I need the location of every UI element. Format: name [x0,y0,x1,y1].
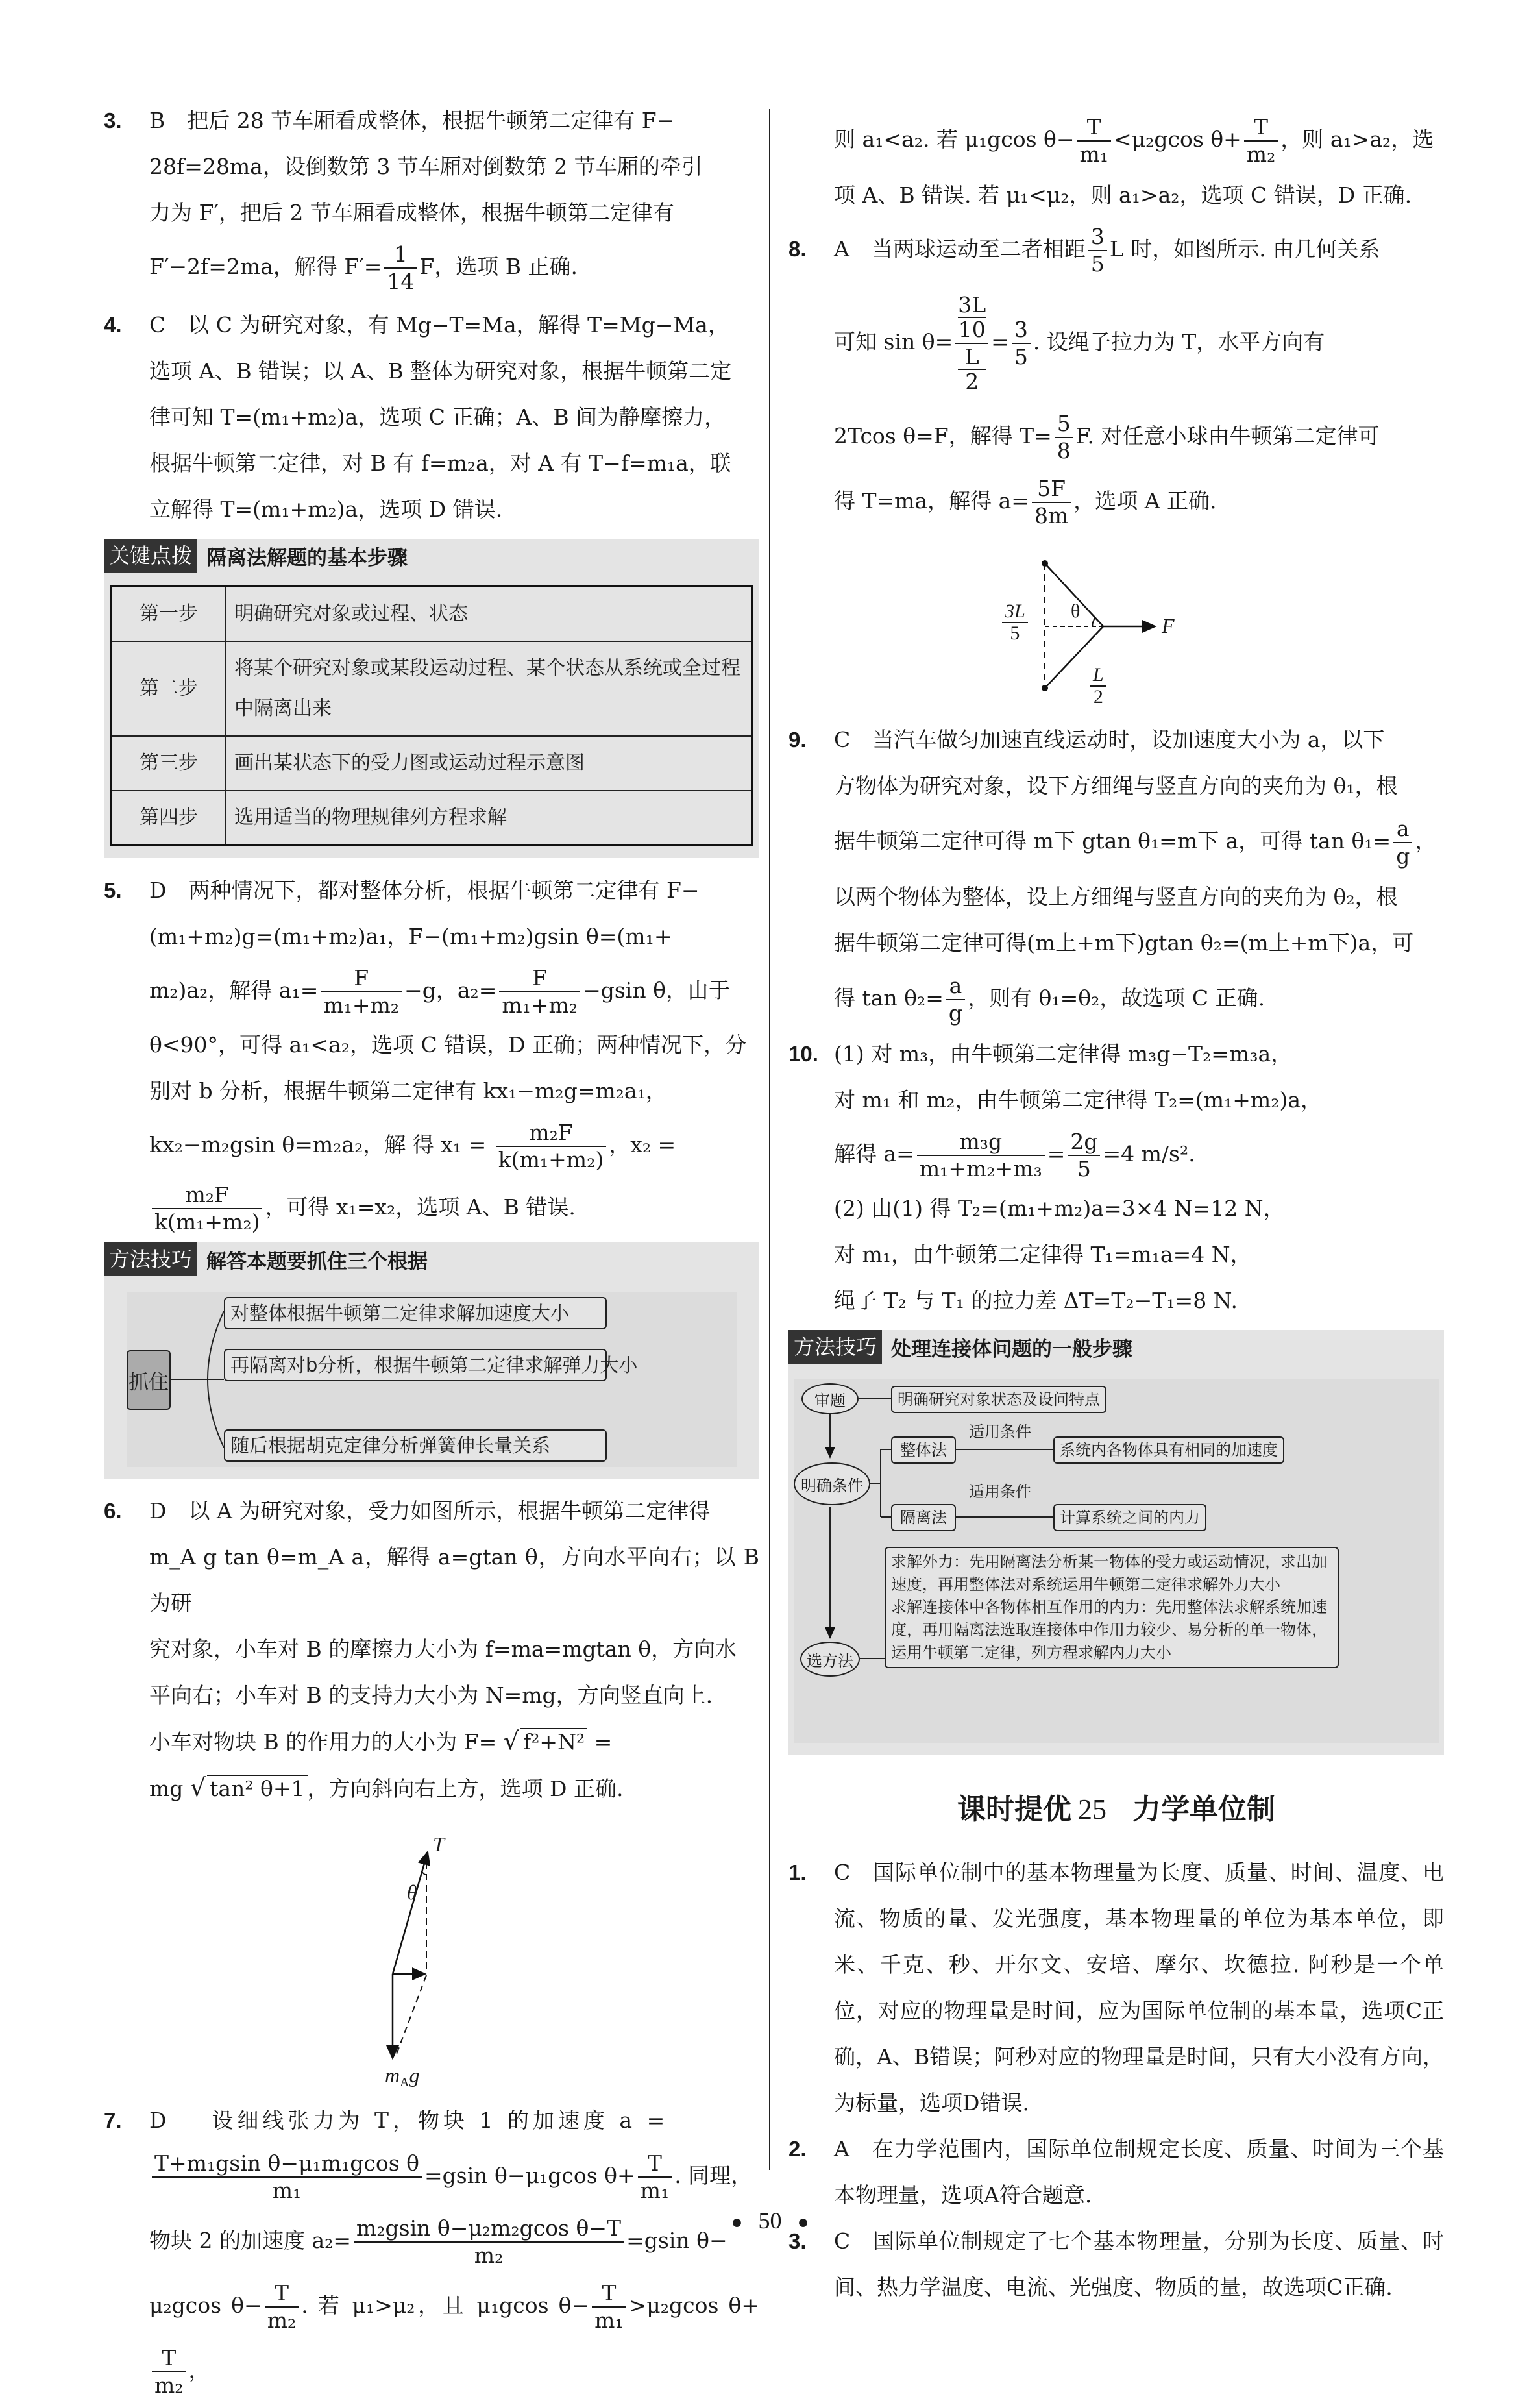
mind-map-2 [794,1379,1439,1743]
mind-map-1 [127,1292,737,1467]
steps-table [110,585,753,846]
table-row [112,791,752,846]
answer-text: 对 m₁ 和 m₂，由牛顿第二定律得 T₂=(m₁+m₂)a， [834,1087,1323,1113]
answer-text: ，选项 A 正确. [1073,488,1217,513]
answer-choice: D [149,2108,167,2133]
answer-text: 28f=28ma [149,154,263,179]
answer-text: ， [1415,828,1437,854]
denominator: m₁ [272,2178,302,2203]
fraction [1077,114,1112,167]
answer-text: mg [149,1776,190,1801]
answer-text: 以两个物体为整体，设上方细绳与竖直方向的夹角为 θ₂，根 [834,884,1398,909]
answer-text: 在力学范围内，国际单位制规定长度、质量、时间为三个基本物理量，选项A符合题意. [834,2136,1444,2208]
answer-text: 立解得 T=(m₁+m₂)a，选项 D 错误. [149,497,503,522]
sqrt-icon: √ [189,1773,206,1802]
answer-text: ，方向斜向右上方，选项 D 正确. [307,1776,624,1801]
step-label: 第一步 [112,587,226,642]
label-mg-g: g [409,2064,420,2087]
answer-text: 得 T=ma，解得 a= [834,488,1029,513]
choose-text-internal: 求解连接体中各物体相互作用的内力：先用整体法求解系统加速度，再用隔离法选取连接体中作用力较少、易分析的单一物体，运用牛顿第二定律，列方程求解内力大小 [891,1598,1327,1662]
step-label: 第四步 [112,791,226,846]
answer-text: F. 对任意小球由牛顿第二定律可 [1075,423,1380,449]
answer-text: θ<90°，可得 a₁<a₂，选项 C 错误，D 正确；两种情况下，分 [149,1032,747,1057]
answer-text: 据牛顿第二定律可得(m上+m下)gtan θ₂=(m上+m下)a，可 [834,930,1414,955]
whole-method-box: 整体法 [891,1436,956,1464]
answer-3 [104,97,759,298]
step-text: 画出某状态下的受力图或运动过程示意图 [226,736,752,791]
denominator: g [948,1000,963,1026]
numerator: 2g [1068,1129,1100,1156]
answer-number: 5. [104,878,122,902]
denominator: k(m₁+m₂) [154,1209,260,1235]
keypoint-tag: 关键点拨 [104,539,197,573]
answer-number: 2. [788,2137,807,2161]
answer-6 [104,1488,759,2091]
answer-text: 则 a₁<a₂. 若 μ₁gcos θ− [834,127,1075,152]
answer-choice: D [149,878,167,903]
numerator: T [638,2150,672,2178]
answer-9 [788,717,1444,1031]
tension-vector [393,1852,428,1974]
answer-text: −gsin θ，由于 [583,978,730,1003]
answer-5 [104,867,759,1238]
answer-choice: A [834,236,849,262]
answer-text: 小车对物块 B 的作用力的大小为 F= [149,1729,504,1755]
answer-choice: B [149,108,165,133]
compound-fraction [955,293,988,393]
denominator: 8m [1034,503,1069,528]
answer-text: ，x₂ = [609,1132,676,1157]
denominator: 5 [1090,251,1105,277]
numerator: 3 [1012,317,1031,344]
answer-7-continued [788,107,1444,218]
answer-choice: C [834,1860,851,1885]
answer-text: 根据牛顿第二定律，对 B 有 f=m₂a，对 A 有 T−f=m₁a，联 [149,450,731,476]
numerator: m₂gsin θ−μ₂m₂gcos θ−T [354,2215,624,2243]
sqrt-icon: √ [503,1727,519,1755]
mind-map-root-node: 抓住 [127,1350,171,1410]
answer-text: =gsin θ−μ₁gcos θ+ [424,2163,635,2188]
denominator: m₁ [1079,142,1109,167]
mind-map-branch-3: 随后根据胡克定律分析弹簧伸长量关系 [224,1429,607,1462]
table-row [112,587,752,642]
numerator: T [1077,114,1112,142]
denominator: 5 [1010,622,1020,644]
fraction [152,1182,262,1235]
step-text: 选用适当的物理规律列方程求解 [226,791,752,846]
answer-text: = [587,1729,613,1755]
denominator: m₁+m₂ [502,992,578,1018]
answer-text: 设细线张力为 T，物块 1 的加速度 a = [212,2108,669,2133]
method-box-1 [104,1242,759,1479]
numerator: T [1244,114,1278,142]
angle-arc [1092,618,1095,626]
answer-text: F′−2f=2ma，解得 F′= [149,254,382,279]
answer-text: >μ₂gcos θ+ [628,2293,760,2318]
fraction [321,965,402,1018]
fraction [152,2150,422,2204]
answer-number: 3. [788,2229,807,2253]
answer-text: 可知 sin θ= [834,329,953,354]
numerator: a [946,973,965,1000]
label-mg [385,2064,419,2094]
fraction [1012,317,1031,370]
section-title [788,1786,1444,1827]
answer-7 [104,2097,759,2403]
review-text-box: 明确研究对象状态及设问特点 [891,1386,1106,1413]
section-number: 25 [1078,1793,1106,1825]
denominator: m₂ [267,2308,297,2333]
answer-text: L 时，如图所示. 由几何关系 [1109,236,1380,262]
answer-s1 [788,1849,1444,2126]
answer-text: 国际单位制中的基本物理量为长度、质量、时间、温度、电流、物质的量、发光强度，基本物理量的单位为基本单位，即米、千克、秒、开尔文、安培、摩尔、坎德拉. 阿秒是一个单位，对应的物理量是时间，应为国际单位制的基本量，选项C正确，A、B错误；阿秒对应的物理量是时间，只有大小没有方向，为标量，选项D错误. [834,1860,1444,2115]
answer-text: ，则 a₁>a₂，选 [1280,127,1434,152]
answer-text: =gsin θ− [626,2228,727,2253]
numerator: 1 [384,241,417,269]
denominator: m₁ [640,2178,670,2203]
answer-text: 把后 28 节车厢看成整体，根据牛顿第二定律有 [187,108,642,133]
answer-text: ，设倒数第 3 节车厢对倒数第 2 节车厢的牵引 [262,154,703,179]
answer-text: 方物体为研究对象，设下方细绳与竖直方向的夹角为 θ₁，根 [834,773,1398,798]
answer-number: 7. [104,2108,122,2132]
answer-text: 对 m₁，由牛顿第二定律得 T₁=m₁a=4 N， [834,1242,1252,1267]
method-title: 解答本题要抓住三个根据 [206,1250,428,1274]
node-review: 审题 [801,1383,859,1414]
fraction [638,2150,672,2204]
answer-text: . 同理， [674,2163,753,2188]
denominator: 10 [958,317,986,342]
answer-text: 绳子 T₂ 与 T₁ 的拉力差 ΔT=T₂−T₁=8 N. [834,1288,1238,1313]
isolate-condition-box: 计算系统之间的内力 [1053,1504,1206,1531]
page-footer [0,2207,1540,2234]
denominator: 2 [965,369,979,394]
denominator: 5 [1014,344,1028,369]
fraction [1393,816,1412,869]
step-text: 将某个研究对象或某段运动过程、某个状态从系统或全过程中隔离出来 [226,641,752,736]
answer-text: m₂)a₂，解得 a₁= [149,978,319,1003]
geometry-diagram-q8 [973,544,1259,713]
whole-condition-label: 适用条件 [969,1423,1031,1441]
radicand: tan² θ+1 [207,1775,307,1802]
answer-text: 两种情况下，都对整体分析，根据牛顿第二定律有 F− [188,878,700,903]
fraction [917,1129,1045,1182]
answer-choice: C [149,312,166,338]
section-name: 力学单位制 [1132,1793,1275,1826]
fraction [384,241,417,295]
table-row [112,736,752,791]
numerator: F [321,965,402,992]
isolate-method-box: 隔离法 [891,1504,956,1531]
fraction [265,2280,299,2334]
answer-text: 别对 b 分析，根据牛顿第二定律有 kx₁−m₂g=m₂a₁， [149,1078,667,1103]
label-L-over-2 [1090,665,1106,708]
fraction [499,965,580,1018]
whole-condition-box: 系统内各物体具有相同的加速度 [1053,1436,1284,1464]
numerator: L [958,345,986,370]
numerator: T [265,2280,299,2308]
denominator: m₁+m₂ [323,992,400,1018]
answer-choice: C [834,727,851,752]
answer-text: 律可知 T=(m₁+m₂)a，选项 C 正确；A、B 间为静摩擦力， [149,404,726,430]
answer-number: 3. [104,108,122,132]
step-label: 第二步 [112,641,226,736]
answer-text: 选项 A、B 错误；以 A、B 整体为研究对象，根据牛顿第二定 [149,358,732,384]
answer-choice: D [149,1498,167,1523]
fraction [152,2345,186,2398]
numerator: T [592,2280,626,2308]
method-tag: 方法技巧 [104,1242,197,1276]
answer-text: −g，a₂= [404,978,497,1003]
fraction [496,1120,606,1173]
keypoint-title: 隔离法解题的基本步骤 [206,546,408,570]
answer-number: 9. [788,728,807,752]
denominator: m₂ [154,2372,184,2398]
denominator: m₁+m₂+m₃ [919,1156,1042,1181]
answer-text: 当汽车做匀加速直线运动时，设加速度大小为 a，以下 [872,727,1385,752]
node-conditions: 明确条件 [794,1462,870,1505]
answer-text: 2Tcos θ=F，解得 T= [834,423,1052,449]
isolate-condition-label: 适用条件 [969,1483,1031,1501]
numerator: T+m₁gsin θ−μ₁m₁gcos θ [152,2150,422,2178]
answer-text: =4 m/s². [1103,1141,1195,1166]
label-mg-m: m [385,2064,400,2087]
answer-text: 据牛顿第二定律可得 m下 gtan θ₁=m下 a，可得 tan θ₁= [834,828,1391,854]
method-tag: 方法技巧 [788,1330,882,1364]
fraction [1244,114,1278,167]
answer-text: 项 A、B 错误. 若 μ₁<μ₂，则 a₁>a₂，选项 C 错误，D 正确. [834,182,1412,208]
label-T: T [433,1832,445,1856]
force-diagram-q6 [334,1818,529,2091]
numerator: 5F [1032,476,1071,503]
denominator: 14 [387,269,415,294]
answer-text: (1) 对 m₃，由牛顿第二定律得 m₃g−T₂=m₃a， [834,1041,1293,1066]
answer-text: = [991,329,1009,354]
answer-number: 4. [104,313,122,337]
answer-text: (2) 由(1) 得 T₂=(m₁+m₂)a=3×4 N=12 N， [834,1196,1285,1221]
node-choose: 选方法 [800,1642,860,1677]
answer-text: ， [188,2358,210,2383]
fraction [592,2280,626,2334]
denominator: m₁ [594,2308,624,2333]
answer-text: 国际单位制规定了七个基本物理量，分别为长度、质量、时间、热力学温度、电流、光强度、物质的量，故选项C正确. [834,2228,1444,2300]
fraction [946,973,965,1026]
denominator: k(m₁+m₂) [498,1147,604,1172]
numerator: T [152,2345,186,2372]
answer-text: <μ₂gcos θ+ [1114,127,1241,152]
answer-text: 究对象，小车对 B 的摩擦力大小为 f=ma=mgtan θ，方向水 [149,1636,737,1662]
table-row [112,641,752,736]
method-title: 处理连接体问题的一般步骤 [891,1337,1133,1361]
numerator: m₂F [496,1120,606,1147]
section-prefix: 课时提优 [957,1793,1071,1826]
denominator: 2 [1093,686,1103,708]
answer-text: 物块 2 的加速度 a₂= [149,2228,352,2253]
answer-text: 以 A 为研究对象，受力如图所示，根据牛顿第二定律得 [188,1498,711,1523]
bullet-icon: ● [797,2212,809,2233]
answer-text: m_A g tan θ=m_A a，解得 a=gtan θ，方向水平向右；以 B 为研 [149,1544,759,1616]
numerator: F [499,965,580,992]
answer-text: . 设绳子拉力为 T，水平方向有 [1033,329,1325,354]
fraction [1088,224,1107,277]
choose-text-external: 求解外力：先用隔离法分析某一物体的受力或运动情况，求出加速度，再用整体法对系统运用牛顿第二定律求解外力大小 [891,1553,1327,1594]
answer-text: 解得 a= [834,1141,914,1166]
step-label: 第三步 [112,736,226,791]
label-3L-over-5 [1002,601,1028,644]
mind-map-branch-2: 再隔离对b分析，根据牛顿第二定律求解弹力大小 [224,1349,607,1381]
numerator: 5 [1055,411,1073,438]
numerator: 3L [1002,601,1028,623]
mind-map-branch-1: 对整体根据牛顿第二定律求解加速度大小 [224,1297,607,1329]
answer-text: F− [641,108,675,133]
angle-arc [422,1871,426,1875]
numerator: m₃g [917,1129,1045,1156]
answer-s2 [788,2126,1444,2218]
compound-denominator [955,344,988,393]
method-box-2 [788,1330,1444,1755]
answer-choice: A [834,2136,849,2162]
denominator: m₂ [474,2243,504,2268]
answer-4 [104,302,759,532]
answer-8 [788,218,1444,713]
numerator: 3 [1088,224,1107,251]
page-number: 50 [758,2208,782,2234]
answer-number: 10. [788,1042,818,1066]
answer-text: 得 tan θ₂= [834,985,944,1011]
label-F: F [1162,614,1175,637]
fraction [1032,476,1071,529]
answer-10 [788,1031,1444,1324]
label-mg-sub: A [400,2075,409,2089]
answer-number: 1. [788,1860,807,1884]
numerator: L [1090,665,1106,687]
fraction [1068,1129,1100,1182]
answer-choice: C [834,2228,851,2254]
step-text: 明确研究对象或过程、状态 [226,587,752,642]
numerator: a [1393,816,1412,843]
force-diagram-svg [334,1818,529,2091]
answer-text: 当两球运动至二者相距 [871,236,1086,262]
label-theta: θ [1071,600,1081,622]
answer-text: 平向右；小车对 B 的支持力大小为 N=mg，方向竖直向上. [149,1682,713,1708]
denominator: m₂ [1246,142,1276,167]
answer-text: = [1047,1141,1066,1166]
numerator: m₂F [152,1182,262,1209]
choose-text-box [885,1547,1339,1668]
answer-text: kx₂−m₂gsin θ=m₂a₂，解 得 x₁ = [149,1132,493,1157]
denominator: 5 [1077,1156,1091,1181]
answer-text: . 若 μ₁>μ₂，且 μ₁gcos θ− [301,2293,590,2318]
denominator: 8 [1057,438,1071,463]
right-column [788,107,1444,2310]
radicand: f²+N² [520,1728,587,1755]
bullet-icon: ● [731,2212,743,2233]
numerator: 3L [958,292,986,317]
answer-text: F，选项 B 正确. [419,254,578,279]
answer-text: (m₁+m₂)g=(m₁+m₂)a₁，F−(m₁+m₂)gsin θ=(m₁+ [149,924,672,949]
answer-text: 力为 F′，把后 2 节车厢看成整体，根据牛顿第二定律有 [149,200,674,225]
answer-number: 8. [788,237,807,261]
answer-text: ，可得 x₁=x₂，选项 A、B 错误. [265,1194,576,1220]
label-theta: θ [407,1880,417,1904]
answer-number: 6. [104,1499,122,1523]
fraction [1055,411,1073,464]
answer-text: 以 C 为研究对象，有 Mg−T=Ma，解得 T=Mg−Ma， [188,312,729,338]
answer-text: μ₂gcos θ− [149,2293,262,2318]
dashed-diagonal [396,1975,426,2056]
keypoint-box [104,539,759,858]
column-divider [769,109,770,2170]
compound-numerator [955,293,988,344]
left-column [104,97,759,2403]
answer-text: ，则有 θ₁=θ₂，故选项 C 正确. [968,985,1265,1011]
denominator: g [1396,843,1410,869]
